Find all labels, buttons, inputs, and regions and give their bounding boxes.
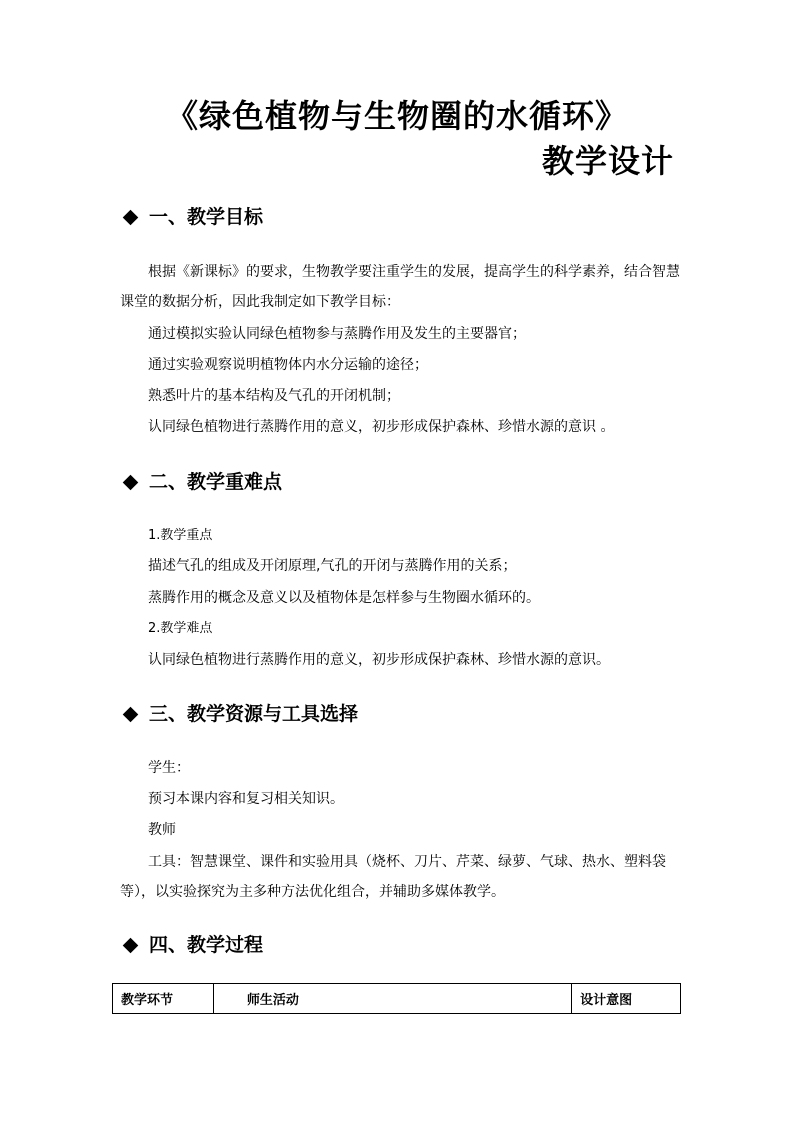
key-point-item: 蒸腾作用的概念及意义以及植物体是怎样参与生物圈水循环的。 bbox=[148, 590, 540, 606]
section-heading-text: 三、教学资源与工具选择 bbox=[149, 703, 359, 725]
goals-intro-line-2: 课堂的数据分析，因此我制定如下教学目标： bbox=[120, 294, 400, 310]
section-heading-process bbox=[122, 932, 263, 958]
tools-line-1: 工具：智慧课堂、课件和实验用具（烧杯、刀片、芹菜、绿萝、气球、热水、塑料袋 bbox=[148, 854, 666, 870]
section-heading-text: 二、教学重难点 bbox=[149, 471, 283, 493]
section-heading-text: 四、教学过程 bbox=[149, 934, 264, 956]
goals-intro-line-1: 根据《新课标》的要求，生物教学要注重学生的发展，提高学生的科学素养，结合智慧 bbox=[148, 264, 680, 280]
difficulty-label: 2.教学难点 bbox=[148, 621, 213, 636]
section-heading-resources bbox=[122, 701, 358, 727]
diamond-bullet-icon bbox=[123, 706, 139, 722]
section-heading-text: 一、教学目标 bbox=[149, 206, 264, 228]
table-header-stage: 教学环节 bbox=[113, 984, 214, 1014]
document-subtitle: 教学设计 bbox=[541, 142, 674, 180]
key-points-label: 1.教学重点 bbox=[148, 528, 213, 543]
goal-item: 通过实验观察说明植物体内水分运输的途径； bbox=[148, 357, 428, 373]
difficulty-item: 认同绿色植物进行蒸腾作用的意义，初步形成保护森林、珍惜水源的意识。 bbox=[148, 652, 610, 668]
goal-item: 熟悉叶片的基本结构及气孔的开闭机制； bbox=[148, 388, 400, 404]
diamond-bullet-icon bbox=[123, 937, 139, 953]
student-label: 学生： bbox=[148, 760, 190, 776]
tools-line-2: 等），以实验探究为主多种方法优化组合，并辅助多媒体教学。 bbox=[120, 884, 505, 900]
key-point-item: 描述气孔的组成及开闭原理,气孔的开闭与蒸腾作用的关系； bbox=[148, 558, 517, 574]
student-text: 预习本课内容和复习相关知识。 bbox=[148, 791, 344, 807]
teacher-label: 教师 bbox=[148, 822, 176, 838]
section-heading-key-points bbox=[122, 469, 282, 495]
goal-item: 认同绿色植物进行蒸腾作用的意义，初步形成保护森林、珍惜水源的意识 。 bbox=[148, 419, 615, 435]
table-header-activities: 师生活动 bbox=[213, 984, 571, 1014]
section-heading-goals bbox=[122, 204, 263, 230]
diamond-bullet-icon bbox=[123, 474, 139, 490]
goal-item: 通过模拟实验认同绿色植物参与蒸腾作用及发生的主要器官； bbox=[148, 326, 526, 342]
table-header-intent: 设计意图 bbox=[572, 984, 681, 1014]
table-header-row bbox=[113, 984, 681, 1014]
process-table bbox=[112, 983, 681, 1014]
document-title: 《绿色植物与生物圈的水循环》 bbox=[165, 97, 628, 135]
diamond-bullet-icon bbox=[123, 209, 139, 225]
